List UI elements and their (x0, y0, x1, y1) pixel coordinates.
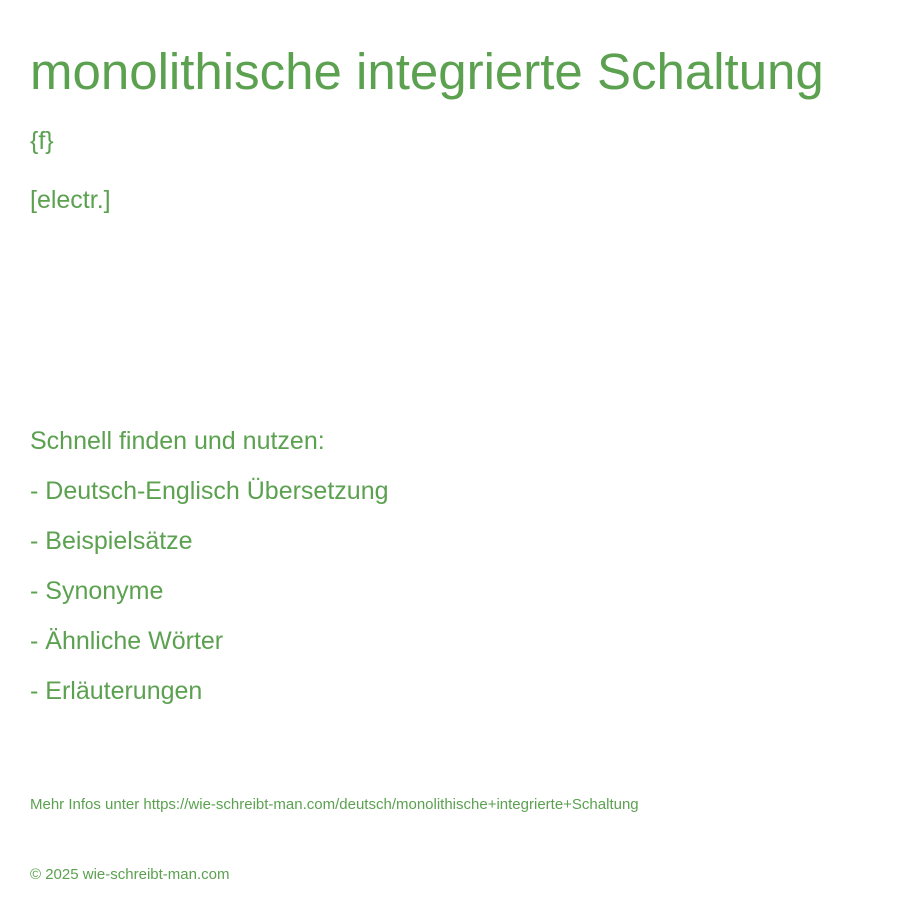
features-heading: Schnell finden und nutzen: (30, 427, 325, 455)
more-info-link[interactable]: https://wie-schreibt-man.com/deutsch/monolithische+integrierte+Schaltung (143, 796, 639, 813)
page (30, 0, 870, 900)
feature-item-example-sentences: - Beispielsätze (30, 527, 193, 555)
more-info-prefix: Mehr Infos unter (30, 796, 144, 813)
feature-item-synonyms: - Synonyme (30, 577, 164, 605)
gender-label: {f} (30, 127, 54, 155)
domain-label: [electr.] (30, 186, 111, 214)
feature-item-translation: - Deutsch-Englisch Übersetzung (30, 477, 389, 505)
feature-item-similar-words: - Ähnliche Wörter (30, 627, 224, 655)
more-info (30, 795, 639, 815)
copyright: © 2025 wie-schreibt-man.com (30, 866, 230, 883)
feature-item-explanations: - Erläuterungen (30, 677, 203, 705)
entry-title: monolithische integrierte Schaltung (30, 43, 824, 100)
features-list (30, 475, 389, 725)
